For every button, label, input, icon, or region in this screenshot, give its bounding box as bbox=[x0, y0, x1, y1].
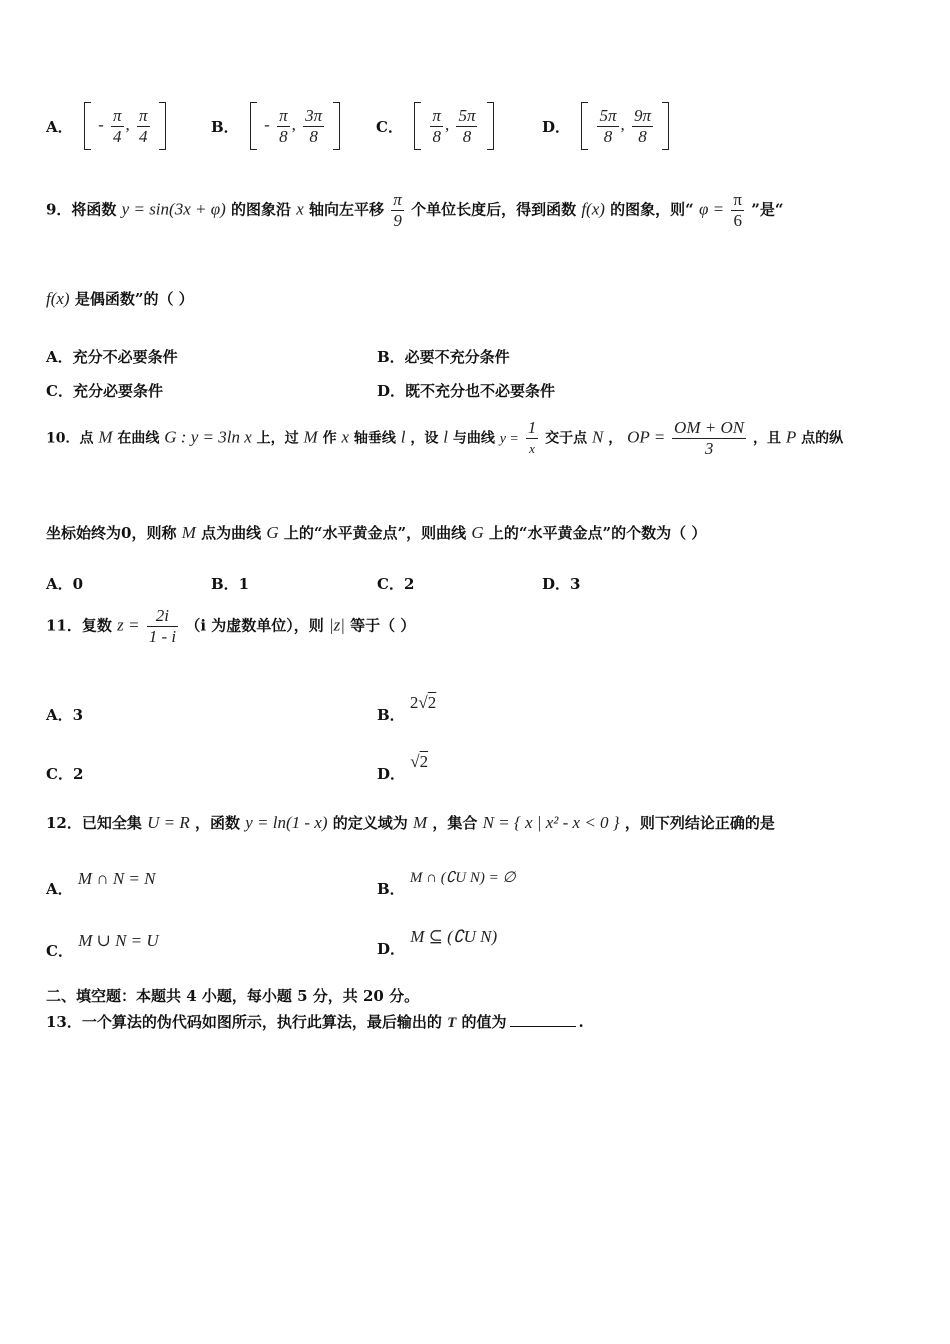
q10-stem-line2 bbox=[46, 522, 706, 543]
q8-b-n2: 3π bbox=[305, 105, 323, 125]
q8-option-a-label: A． bbox=[46, 117, 73, 136]
q8-c-left-bracket bbox=[414, 102, 421, 150]
q10-curve-num: 1 bbox=[527, 418, 537, 437]
q8-b-d1: 8 bbox=[279, 126, 288, 146]
q8-option-a: A． - $\frac{\pi}{4}$ , $\frac{\pi}{4}$ bbox=[46, 102, 166, 150]
q8-option-d: D． $\frac{5\pi}{8}$ , $\frac{9\pi}{8}$ bbox=[542, 102, 669, 150]
q9-phi-num: π bbox=[733, 190, 742, 209]
q8-a-right-bracket bbox=[159, 102, 166, 150]
q12-option-b-math: M ∩ (∁U N) = ∅ bbox=[409, 870, 516, 886]
q12-option-d bbox=[377, 926, 498, 958]
q11-option-d: D． √2 bbox=[377, 752, 429, 783]
q10-math-g: G bbox=[266, 523, 279, 542]
q12-text-2: ，函数 bbox=[194, 814, 240, 832]
q9-text-3: 轴向左平移 bbox=[309, 200, 385, 219]
q12-math-universal-set: U = R bbox=[147, 813, 190, 832]
q10-option-d: D．3 bbox=[542, 575, 581, 593]
q12-text-5: ，则下列结论正确的是 bbox=[624, 814, 775, 832]
q8-d-right-bracket bbox=[662, 102, 669, 150]
q8-a-n2: π bbox=[139, 105, 148, 125]
q9-shift-den: 9 bbox=[393, 211, 402, 230]
q10-text-7: 与曲线 bbox=[452, 430, 495, 447]
q9-phi-frac bbox=[731, 190, 744, 231]
q9-stem-line2 bbox=[46, 288, 194, 309]
q8-b-frac1 bbox=[277, 106, 290, 147]
q9-option-a: A．充分不必要条件 bbox=[46, 348, 178, 366]
q8-b-d2: 8 bbox=[309, 126, 318, 146]
q8-d-frac1 bbox=[597, 106, 618, 147]
q11-den: 1 - i bbox=[148, 627, 177, 646]
section-2-heading: 二、填空题：本题共 4 小题，每小题 5 分，共 20 分。 bbox=[46, 987, 420, 1005]
q9-stem-line1 bbox=[46, 190, 783, 231]
q8-d-n1: 5π bbox=[599, 105, 617, 125]
q12-text-1: 12．已知全集 bbox=[46, 814, 142, 832]
q11-text-3: 等于（ ） bbox=[350, 616, 416, 635]
q10-text-15: 上的“水平黄金点”的个数为（ ） bbox=[488, 524, 707, 542]
q8-option-b-label: B． bbox=[211, 117, 239, 136]
q8-b-frac2 bbox=[303, 106, 324, 147]
q10-math-g-2: G bbox=[471, 523, 484, 542]
q10-text-10: ，且 bbox=[752, 430, 781, 447]
q12-option-a-math: M ∩ N = N bbox=[77, 869, 156, 888]
q10-text-2: 在曲线 bbox=[117, 430, 160, 447]
q12-option-d-label: D． bbox=[377, 940, 406, 958]
q8-option-c-label: C． bbox=[376, 117, 403, 136]
q9-text-5: 的图象，则“ bbox=[610, 200, 694, 219]
q8-c-d1: 8 bbox=[432, 126, 441, 146]
q9-math-function: y = sin(3x + φ) bbox=[121, 199, 226, 219]
q9-math-x: x bbox=[296, 199, 304, 219]
q10-math-x: x bbox=[341, 427, 349, 447]
q11-stem bbox=[46, 606, 415, 647]
q12-stem bbox=[46, 812, 775, 833]
q11-math-abs: |z| bbox=[328, 615, 345, 635]
q8-d-d2: 8 bbox=[638, 126, 647, 146]
q12-option-a bbox=[46, 868, 156, 898]
q10-text-6: ，设 bbox=[410, 430, 439, 447]
q12-text-3: 的定义域为 bbox=[332, 814, 408, 832]
q9-option-c: C．充分必要条件 bbox=[46, 382, 163, 400]
q9-text-2: 的图象沿 bbox=[231, 200, 292, 219]
q8-a-left-bracket bbox=[84, 102, 91, 150]
q10-op-den: 3 bbox=[704, 439, 714, 458]
q8-b-left-bracket bbox=[250, 102, 257, 150]
q10-text-5: 轴垂线 bbox=[353, 430, 396, 447]
q10-math-m-2: M bbox=[303, 427, 318, 447]
q8-a-d1: 4 bbox=[113, 126, 122, 146]
q10-math-y: y = bbox=[499, 431, 519, 447]
q11-num: 2i bbox=[147, 606, 178, 627]
q8-c-n1: π bbox=[432, 105, 441, 125]
q8-option-c: C． $\frac{\pi}{8}$ , $\frac{5\pi}{8}$ bbox=[376, 102, 494, 150]
q9-text-1: 9．将函数 bbox=[46, 200, 117, 219]
q11-math-z: z = bbox=[117, 615, 140, 635]
q11-option-d-radicand: 2 bbox=[419, 752, 429, 771]
q10-text-8: 交于点 bbox=[545, 430, 588, 447]
q8-option-d-label: D． bbox=[542, 117, 571, 136]
q8-d-left-bracket bbox=[581, 102, 588, 150]
q10-option-a: A．0 bbox=[46, 575, 84, 593]
q13-math-t: T bbox=[447, 1015, 457, 1031]
q10-option-b: B．1 bbox=[211, 575, 250, 593]
q12-text-4: ，集合 bbox=[432, 814, 478, 832]
q8-d-d1: 8 bbox=[603, 126, 613, 146]
q9-text-4: 个单位长度后，得到函数 bbox=[411, 200, 577, 219]
q8-b-sign: - bbox=[264, 115, 270, 134]
q12-math-m: M bbox=[413, 813, 428, 832]
q12-option-c-label: C． bbox=[46, 942, 73, 960]
q10-text-1: 10．点 bbox=[46, 430, 94, 447]
q8-b-right-bracket bbox=[333, 102, 340, 150]
q11-text-2: （i 为虚数单位），则 bbox=[185, 616, 324, 635]
q11-option-a: A．3 bbox=[46, 706, 84, 724]
q12-math-function: y = ln(1 - x) bbox=[245, 813, 328, 832]
q8-a-frac2 bbox=[137, 106, 150, 147]
q9-phi-den: 6 bbox=[733, 211, 742, 230]
q10-text-14: 上的“水平黄金点”，则曲线 bbox=[283, 524, 467, 542]
q13-text-end: . bbox=[578, 1013, 584, 1031]
q12-option-c-math: M ∪ N = U bbox=[78, 931, 159, 950]
q10-math-m-3: M bbox=[181, 523, 196, 542]
q11-text-1: 11．复数 bbox=[46, 616, 112, 635]
q9-math-phi: φ = bbox=[699, 199, 725, 219]
q12-option-b-label: B． bbox=[377, 880, 405, 898]
q13-stem bbox=[46, 1011, 584, 1032]
q10-stem-line1 bbox=[46, 418, 843, 459]
q10-text-11: 点的纵 bbox=[801, 430, 844, 447]
q10-text-13: 点为曲线 bbox=[201, 524, 262, 542]
q8-d-n2: 9π bbox=[634, 105, 652, 125]
q10-math-p: P bbox=[785, 427, 797, 447]
q10-math-m: M bbox=[98, 427, 113, 447]
q10-op-num: OM + ON bbox=[674, 418, 745, 437]
q10-math-curve: G : y = 3ln x bbox=[164, 427, 252, 447]
q8-c-d2: 8 bbox=[462, 126, 472, 146]
q12-option-a-label: A． bbox=[46, 880, 73, 898]
q9-math-fx: f(x) bbox=[581, 199, 605, 219]
q10-curve-den: x bbox=[529, 441, 535, 456]
q8-b-n1: π bbox=[279, 105, 288, 125]
q11-frac bbox=[147, 606, 178, 647]
q9-option-d: D．既不充分也不必要条件 bbox=[377, 382, 556, 400]
q11-option-d-label: D． bbox=[377, 765, 406, 783]
q10-math-n: N bbox=[592, 427, 604, 447]
q10-math-l: l bbox=[400, 427, 406, 447]
q9-math-fx-2: f(x) bbox=[46, 289, 70, 308]
q8-a-n1: π bbox=[113, 105, 122, 125]
q10-curve-frac bbox=[526, 418, 539, 459]
q12-option-b bbox=[377, 866, 516, 898]
q8-c-right-bracket bbox=[487, 102, 494, 150]
q10-text-9: ， bbox=[608, 430, 623, 447]
q13-text-1: 13．一个算法的伪代码如图所示，执行此算法，最后输出的 bbox=[46, 1013, 442, 1031]
q8-a-sign: - bbox=[98, 115, 104, 134]
q13-answer-blank[interactable] bbox=[510, 1026, 576, 1027]
q10-op-frac bbox=[672, 418, 746, 459]
q8-c-n2: 5π bbox=[458, 105, 476, 125]
q10-math-l-2: l bbox=[443, 427, 448, 447]
q11-option-b-radicand: 2 bbox=[427, 693, 437, 712]
q11-option-b-coef: 2 bbox=[409, 693, 419, 712]
q12-math-set-n: N = { x | x² - x < 0 } bbox=[482, 813, 620, 832]
q8-a-frac1 bbox=[111, 106, 124, 147]
q8-a-d2: 4 bbox=[139, 126, 148, 146]
q10-option-c: C．2 bbox=[377, 575, 415, 593]
q10-text-12: 坐标始终为0，则称 bbox=[46, 524, 177, 542]
q9-shift-num: π bbox=[393, 190, 402, 209]
q13-text-2: 的值为 bbox=[461, 1013, 507, 1031]
q11-option-b-label: B． bbox=[377, 706, 405, 724]
q11-option-c: C．2 bbox=[46, 765, 84, 783]
q12-option-d-math: M ⊆ (∁U N) bbox=[410, 927, 498, 946]
q8-c-frac2 bbox=[456, 106, 477, 147]
q8-d-frac2 bbox=[632, 106, 653, 147]
q12-option-c bbox=[46, 930, 159, 960]
q9-text-6: ”是“ bbox=[751, 200, 784, 219]
q8-c-frac1 bbox=[430, 106, 443, 147]
q10-text-4: 作 bbox=[322, 430, 337, 447]
q10-text-3: 上，过 bbox=[256, 430, 299, 447]
q8-option-b: B． - $\frac{\pi}{8}$ , $\frac{3\pi}{8}$ bbox=[211, 102, 340, 150]
q9-text-7: 是偶函数”的（ ） bbox=[74, 290, 194, 308]
q10-math-op: OP = bbox=[627, 427, 666, 447]
q11-option-b: B． 2√2 bbox=[377, 693, 437, 724]
q9-shift-frac bbox=[391, 190, 404, 231]
q9-option-b: B．必要不充分条件 bbox=[377, 348, 510, 366]
